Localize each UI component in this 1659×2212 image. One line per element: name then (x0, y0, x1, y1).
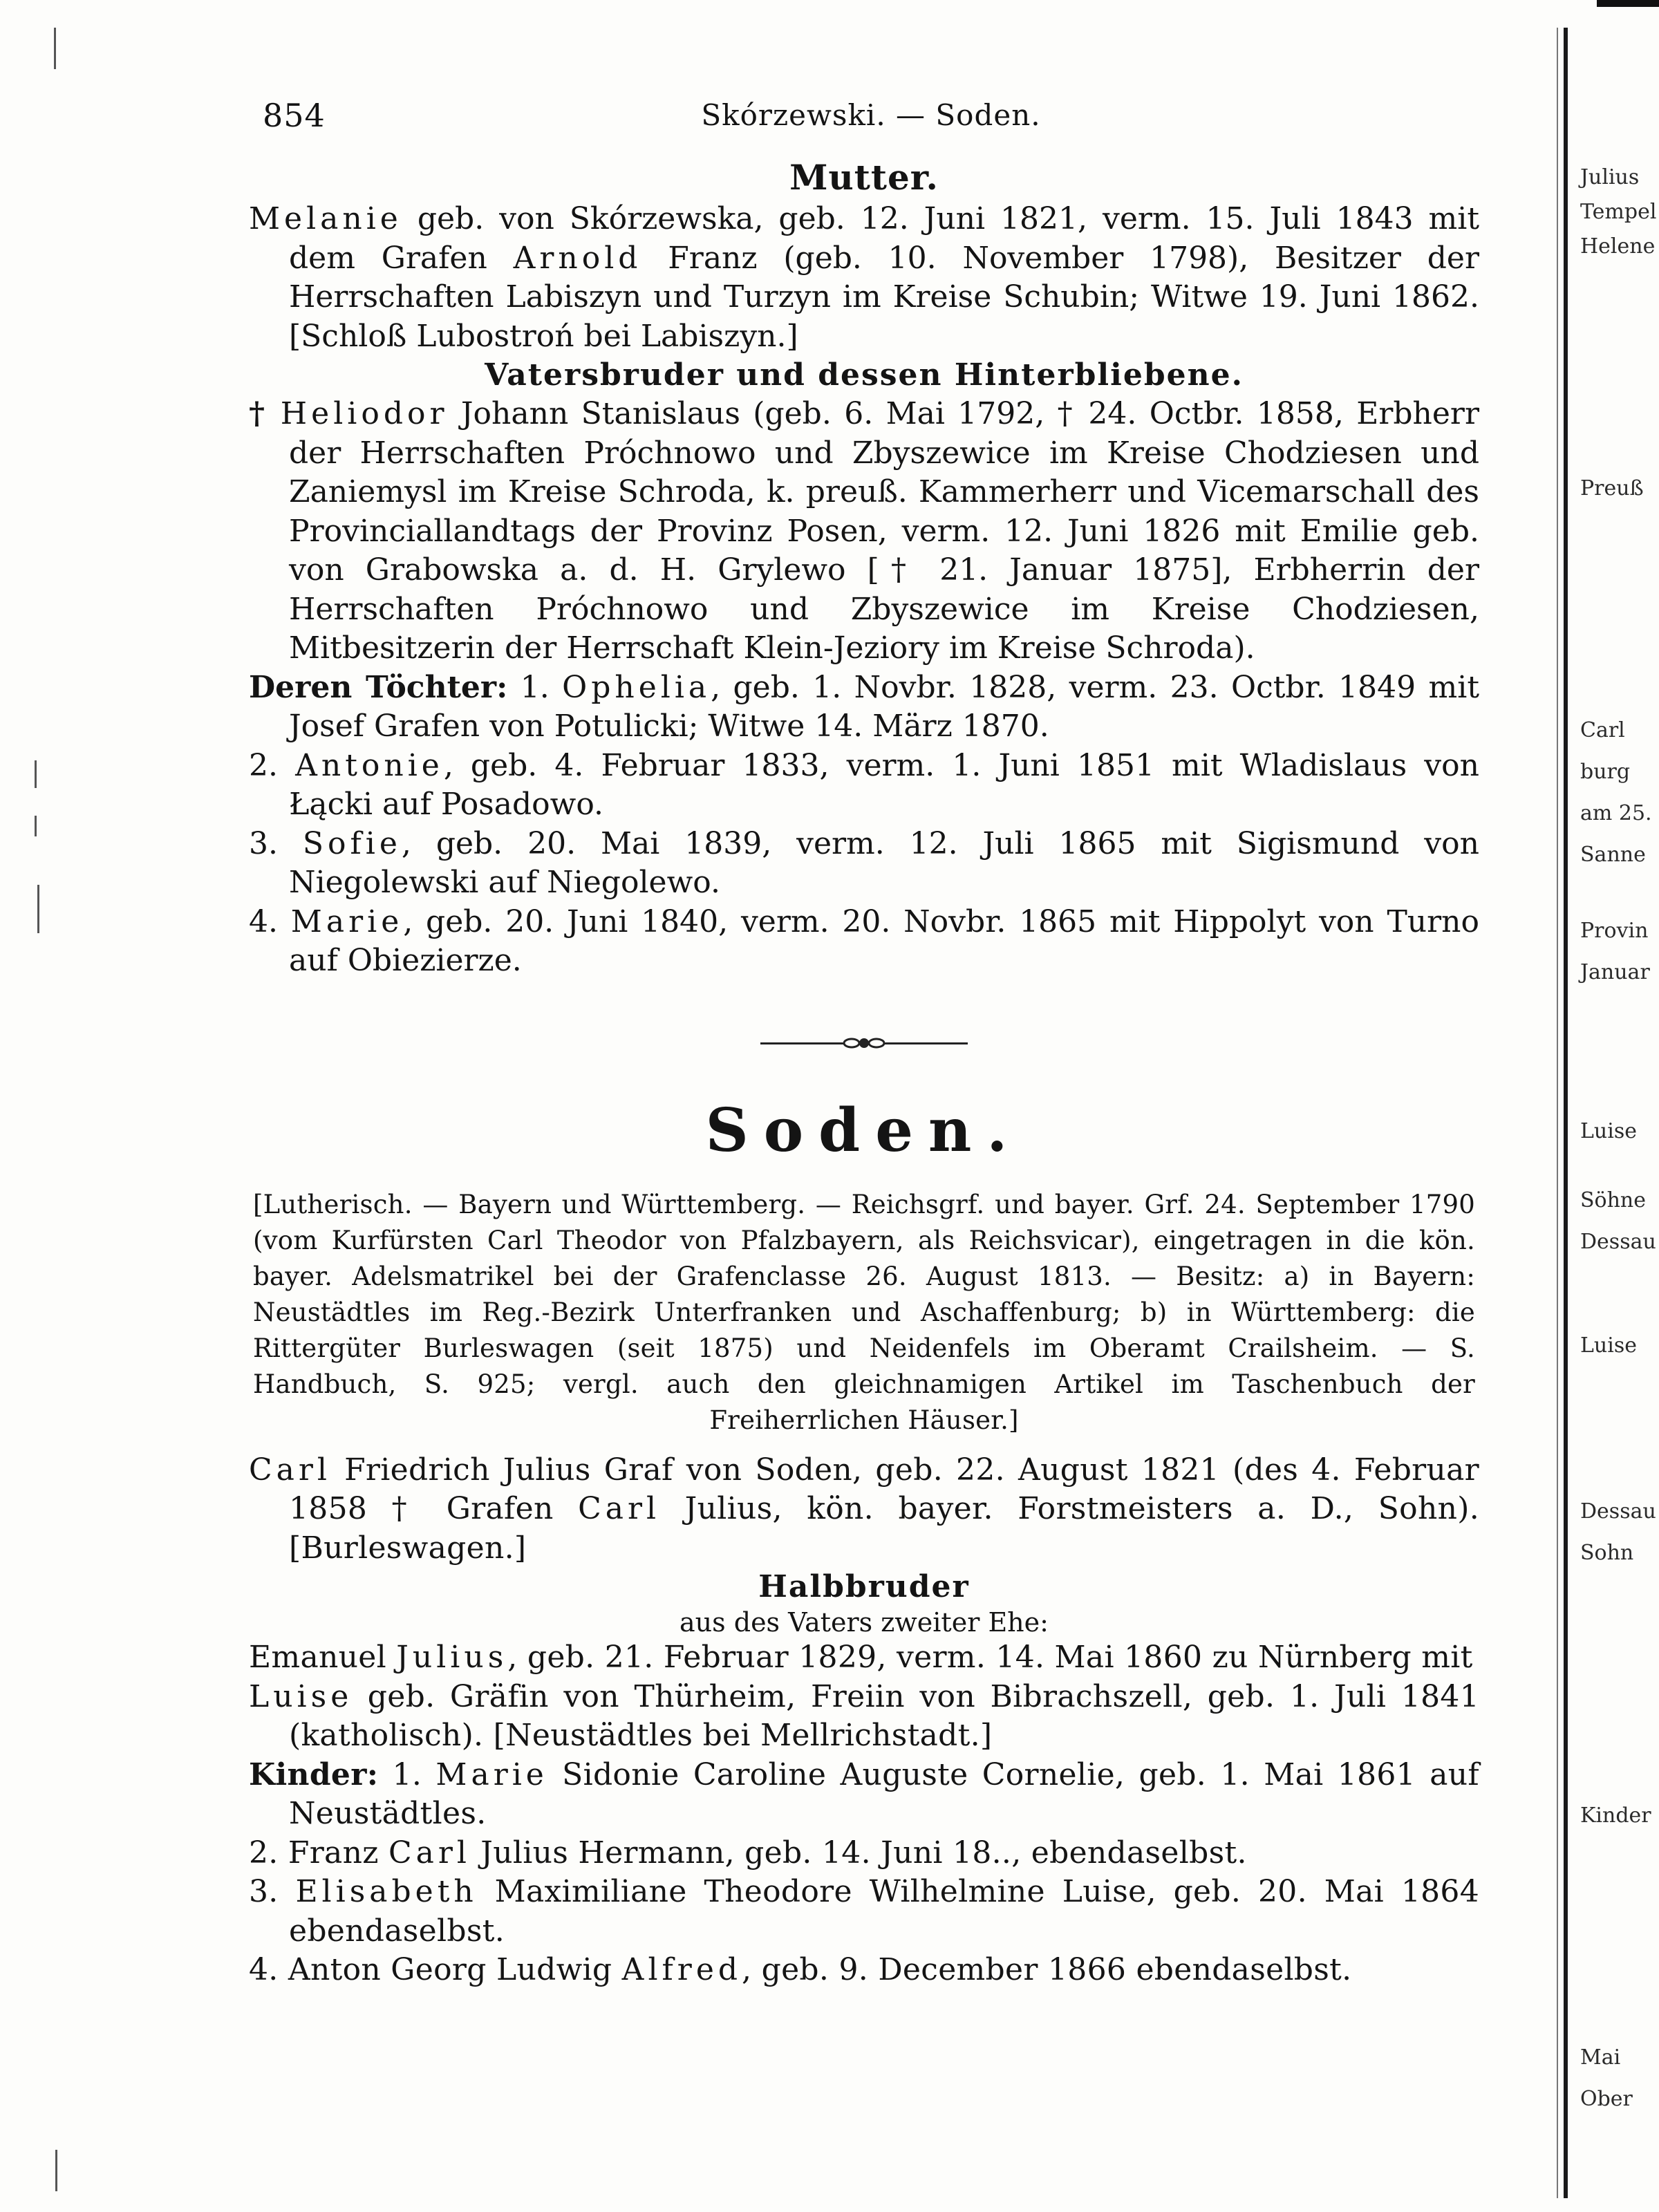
entry-child-3 (249, 1873, 1479, 1951)
adjacent-page-fragment: Julius (1580, 165, 1640, 189)
person-name: Antonie (295, 747, 444, 783)
entry-halfbrother (249, 1638, 1479, 1678)
ornamental-divider (760, 1035, 968, 1051)
adjacent-page-fragment: Dessau (1580, 1230, 1656, 1254)
entry-text: Friedrich Julius Graf von Soden, geb. 22. August 1821 (des 4. Februar 1858 † Grafen (289, 1452, 1479, 1526)
dagger-symbol: † (249, 396, 268, 431)
adjacent-page-fragment: Luise (1580, 1333, 1637, 1358)
entry-child-1 (249, 1756, 1479, 1834)
adjacent-page-fragment: Tempel (1580, 200, 1657, 224)
section-heading-mother: Mutter. (789, 157, 939, 198)
daughters-label: Deren Töchter: (249, 669, 508, 705)
person-name: Heliodor (280, 396, 449, 431)
divider-ornament-icon (843, 1035, 885, 1051)
entry-daughter-1 (249, 668, 1479, 747)
adjacent-page-fragment: Sohn (1580, 1541, 1634, 1565)
entry-uncle (249, 395, 1479, 668)
person-name: Julius (396, 1640, 508, 1675)
person-name: Ophelia (562, 669, 711, 705)
entry-text: , geb. 20. Mai 1839, verm. 12. Juli 1865 mit Sigismund von Niegolewski auf Niegolewo. (289, 825, 1479, 900)
family-title-soden: Soden. (705, 1095, 1023, 1165)
adjacent-page-fragment: Januar (1580, 960, 1650, 984)
entry-number: 2. (249, 1835, 288, 1871)
family-note: [Lutherisch. — Bayern und Württemberg. — Reichsgrf. und bayer. Grf. 24. September 1790 (vom Kurfürsten Carl Theodor von Pfalzbayern, als Reichsvicar), eingetragen in die kön. bayer. Adelsmatrikel bei der Grafenclasse 26. August 1813. — Besitz: a) in Bayern: Neustädtles im Reg.-Bezirk Unterfranken und Aschaffenburg; b) in Württemberg: die Rittergüter Burleswagen (seit 1875) und Neidenfels im Oberamt Crailsheim. — S. Handbuch, S. 925; vergl. auch den gleichnamigen Artikel im Taschenbuch der Freiherrlichen Häuser.] (253, 1189, 1475, 1435)
entry-daughter-4 (249, 903, 1479, 981)
entry-daughter-3 (249, 825, 1479, 903)
person-name: Melanie (249, 201, 402, 236)
entry-text: , geb. 1. Novbr. 1828, verm. 23. Octbr. 1849 mit Josef Grafen von Potulicki; Witwe 14. März 1870. (289, 669, 1480, 744)
adjacent-page-fragment: am 25. (1580, 801, 1652, 825)
scan-edge-mark (35, 760, 37, 788)
entry-head-of-house (249, 1451, 1479, 1568)
person-name: Sofie (302, 825, 402, 861)
entry-wife (249, 1678, 1479, 1756)
entry-number: 4. (249, 903, 291, 939)
book-gutter-shadow (1557, 28, 1558, 2198)
page-body (249, 156, 1479, 1990)
entry-text: Julius Hermann, geb. 14. Juni 18.., ebendaselbst. (471, 1835, 1247, 1871)
scan-edge-mark (37, 885, 39, 933)
adjacent-page-fragment: Mai (1580, 2045, 1621, 2070)
person-name: Carl (388, 1835, 471, 1871)
adjacent-page-fragment: burg (1580, 760, 1631, 784)
children-label: Kinder: (249, 1756, 379, 1792)
person-name: Arnold (513, 240, 642, 276)
entry-daughter-2 (249, 747, 1479, 825)
entry-number: 3. (249, 825, 303, 861)
adjacent-page-fragment: Kinder (1580, 1803, 1651, 1828)
scan-edge-mark (54, 28, 56, 69)
entry-child-4 (249, 1951, 1479, 1990)
adjacent-page-fragment: Söhne (1580, 1188, 1647, 1212)
entry-child-2 (249, 1834, 1479, 1873)
adjacent-page-fragment: Provin (1580, 919, 1649, 943)
entry-text: , geb. 9. December 1866 ebendaselbst. (742, 1952, 1352, 1987)
adjacent-page-fragment: Carl (1580, 718, 1625, 742)
entry-text: , geb. 21. Februar 1829, verm. 14. Mai 1860 zu Nürnberg mit (507, 1640, 1473, 1675)
adjacent-page-fragment: Helene (1580, 234, 1656, 259)
person-name: Carl (578, 1491, 661, 1526)
entry-text: geb. von Skórzewska, geb. 12. Juni 1821, verm. 15. Juli 1843 mit dem Grafen (289, 201, 1479, 276)
adjacent-page-fragment: Dessau (1580, 1499, 1656, 1524)
entry-number: 1. (507, 669, 563, 705)
person-name: Elisabeth (295, 1874, 478, 1909)
entry-text: Franz (288, 1835, 388, 1871)
section-heading-uncle: Vatersbruder und dessen Hinterbliebene. (485, 357, 1244, 393)
entry-text: Sidonie Caroline Auguste Cornelie, geb. 1. Mai 1861 auf Neustädtles. (289, 1756, 1480, 1831)
person-name: Carl (249, 1452, 332, 1488)
person-name: Luise (249, 1678, 353, 1714)
entry-text: , geb. 20. Juni 1840, verm. 20. Novbr. 1865 mit Hippolyt von Turno auf Obiezierze. (289, 903, 1479, 978)
running-header (263, 97, 1479, 145)
person-name: Alfred (621, 1952, 742, 1987)
adjacent-page-fragment: Ober (1580, 2087, 1633, 2111)
book-gutter (1564, 28, 1568, 2198)
entry-text: Franz (geb. 10. November 1798), Besitzer der Herrschaften Labiszyn und Turzyn im Kreise Schubin; Witwe 19. Juni 1862. [Schloß Lubostroń bei Labiszyn.] (289, 240, 1479, 354)
scan-edge-mark (35, 816, 37, 836)
person-name: Marie (290, 903, 404, 939)
entry-text: Julius, kön. bayer. Forstmeisters a. D., Sohn). [Burleswagen.] (289, 1491, 1479, 1566)
entry-text: , geb. 4. Februar 1833, verm. 1. Juni 1851 mit Wladislaus von Łącki auf Posadowo. (289, 747, 1479, 822)
entry-text: Johann Stanislaus (geb. 6. Mai 1792, † 24. Octbr. 1858, Erbherr der Herrschaften Próchnowo und Zbyszewice im Kreise Chodziesen und Zaniemysl im Kreise Schroda, k. preuß. Kammerherr und Vicemarschall des Provinciallandtags der Provinz Posen, verm. 12. Juni 1826 mit Emilie geb. von Grabowska a. d. H. Grylewo [† 21. Januar 1875], Erbherrin der Herrschaften Próchnowo und Zbyszewice im Kreise Chodziesen, Mitbesitzerin der Herrschaft Klein-Jeziory im Kreise Schroda). (289, 396, 1479, 666)
person-name: Marie (435, 1756, 548, 1792)
page-number: 854 (263, 97, 326, 134)
adjacent-page-strip (1576, 0, 1659, 2212)
adjacent-page-fragment: Sanne (1580, 843, 1646, 867)
entry-number: 2. (249, 747, 296, 783)
entry-number: 3. (249, 1874, 296, 1909)
entry-text: Emanuel (249, 1640, 397, 1675)
entry-number: 1. (378, 1756, 436, 1792)
running-title: Skórzewski. — Soden. (701, 98, 1041, 132)
adjacent-page-fragment: Preuß (1580, 476, 1644, 500)
entry-mother (249, 200, 1479, 356)
adjacent-page-fragment: Luise (1580, 1119, 1637, 1143)
section-subheading: aus des Vaters zweiter Ehe: (679, 1607, 1049, 1638)
scan-edge-mark (55, 2150, 57, 2191)
entry-text: geb. Gräfin von Thürheim, Freiin von Bibrachszell, geb. 1. Juli 1841 (katholisch). [Neustädtles bei Mellrichstadt.] (289, 1678, 1479, 1753)
entry-number: 4. (249, 1952, 288, 1987)
entry-text: Anton Georg Ludwig (288, 1952, 622, 1987)
entry-text: Maximiliane Theodore Wilhelmine Luise, geb. 20. Mai 1864 ebendaselbst. (289, 1874, 1479, 1949)
section-heading-halfbrother: Halbbruder (758, 1569, 970, 1604)
